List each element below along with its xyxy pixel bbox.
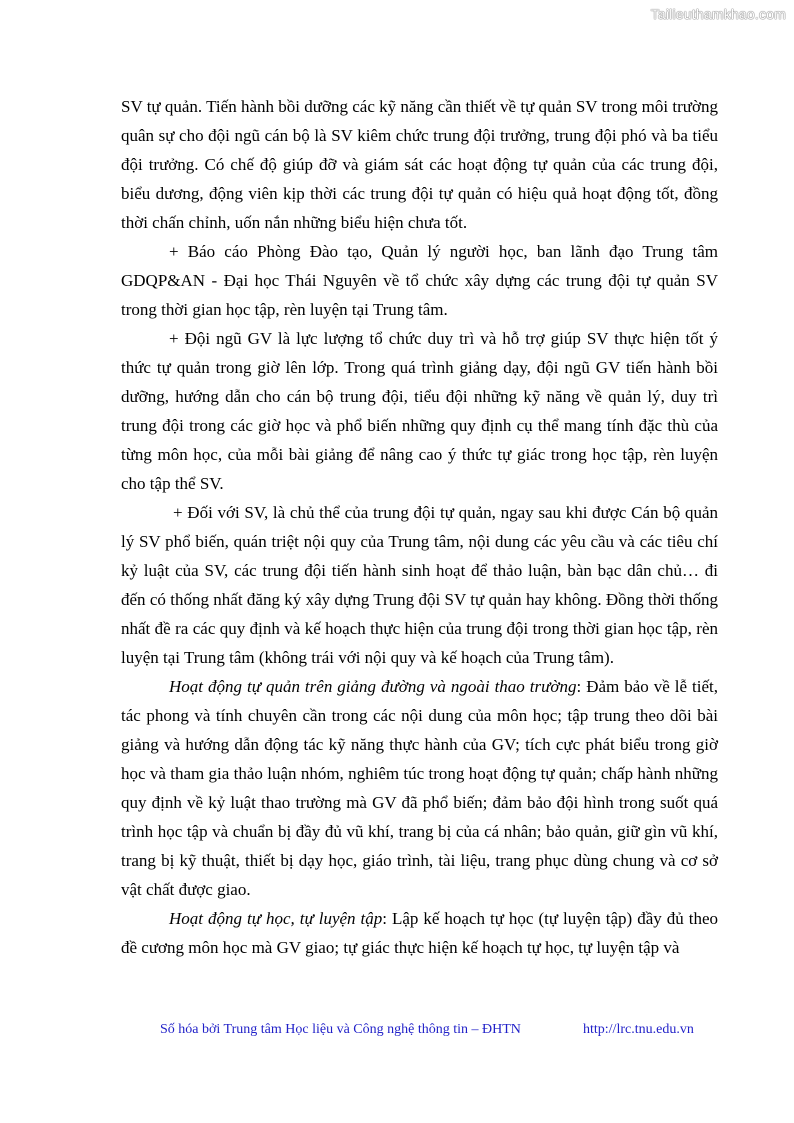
- paragraph-classroom-activity: [121, 672, 718, 904]
- page-footer: [160, 1022, 720, 1038]
- paragraph-self-study: [121, 904, 718, 962]
- paragraph-lead-classroom: Hoạt động tự quản trên giảng đường và ngoài thao trường: [169, 677, 577, 696]
- paragraph-continuation: SV tự quản. Tiến hành bồi dưỡng các kỹ năng cần thiết về tự quản SV trong môi trường quân sự cho đội ngũ cán bộ là SV kiêm chức trung đội trưởng, trung đội phó và ba tiểu đội trưởng. Có chế độ giúp đỡ và giám sát các hoạt động tự quản của các trung đội, biểu dương, động viên kịp thời các trung đội tự quản có hiệu quả hoạt động tốt, đồng thời chấn chỉnh, uốn nắn những biểu hiện chưa tốt.: [121, 97, 718, 232]
- document-body: [121, 92, 718, 962]
- footer-url-link[interactable]: http://lrc.tnu.edu.vn: [583, 1022, 694, 1037]
- paragraph-body-classroom: : Đảm bảo về lễ tiết, tác phong và tính chuyên cần trong các nội dung của môn học; tập trung theo dõi bài giảng và hướng dẫn động tác kỹ năng thực hành của GV; tích cực phát biểu trong giờ học và tham gia thảo luận nhóm, nghiêm túc trong hoạt động tự quản; chấp hành những quy định về kỷ luật thao trường mà GV đã phổ biến; đảm bảo đội hình trong suốt quá trình học tập và chuẩn bị đầy đủ vũ khí, trang bị của cá nhân; bảo quản, giữ gìn vũ khí, trang bị kỹ thuật, thiết bị dạy học, giáo trình, tài liệu, trang phục dùng chung và cơ sở vật chất được giao.: [121, 677, 719, 899]
- paragraph-body-self-study: : Lập kế hoạch tự học (tự luyện tập) đầy đủ theo đề cương môn học mà GV giao; tự giác thực hiện kế hoạch tự học, tự luyện tập và: [121, 909, 718, 957]
- site-watermark: Tailieuthamkhao.com: [650, 6, 786, 22]
- paragraph-lead-self-study: Hoạt động tự học, tự luyện tập: [169, 909, 383, 928]
- paragraph-report-to-office: + Báo cáo Phòng Đào tạo, Quản lý người học, ban lãnh đạo Trung tâm GDQP&AN - Đại học Thái Nguyên về tổ chức xây dựng các trung đội tự quản SV trong thời gian học tập, rèn luyện tại Trung tâm.: [121, 242, 718, 319]
- paragraph-students: + Đối với SV, là chủ thể của trung đội tự quản, ngay sau khi được Cán bộ quản lý SV phổ biến, quán triệt nội quy của Trung tâm, nội dung các yêu cầu và các tiêu chí kỷ luật của SV, các trung đội tiến hành sinh hoạt để thảo luận, bàn bạc dân chủ… đi đến có thống nhất đăng ký xây dựng Trung đội SV tự quản hay không. Đồng thời thống nhất đề ra các quy định và kế hoạch thực hiện của trung đội trong thời gian học tập, rèn luyện tại Trung tâm (không trái với nội quy và kế hoạch của Trung tâm).: [121, 503, 718, 667]
- footer-source-text: Số hóa bởi Trung tâm Học liệu và Công nghệ thông tin – ĐHTN: [160, 1022, 521, 1037]
- paragraph-teaching-staff: + Đội ngũ GV là lực lượng tổ chức duy trì và hỗ trợ giúp SV thực hiện tốt ý thức tự quản trong giờ lên lớp. Trong quá trình giảng dạy, đội ngũ GV tiến hành bồi dưỡng, hướng dẫn cho cán bộ trung đội, tiểu đội những kỹ năng về quản lý, duy trì trung đội trong các giờ học và phổ biến những quy định cụ thể mang tính đặc thù của từng môn học, của mỗi bài giảng để nâng cao ý thức tự giác trong học tập, rèn luyện cho tập thể SV.: [121, 329, 718, 493]
